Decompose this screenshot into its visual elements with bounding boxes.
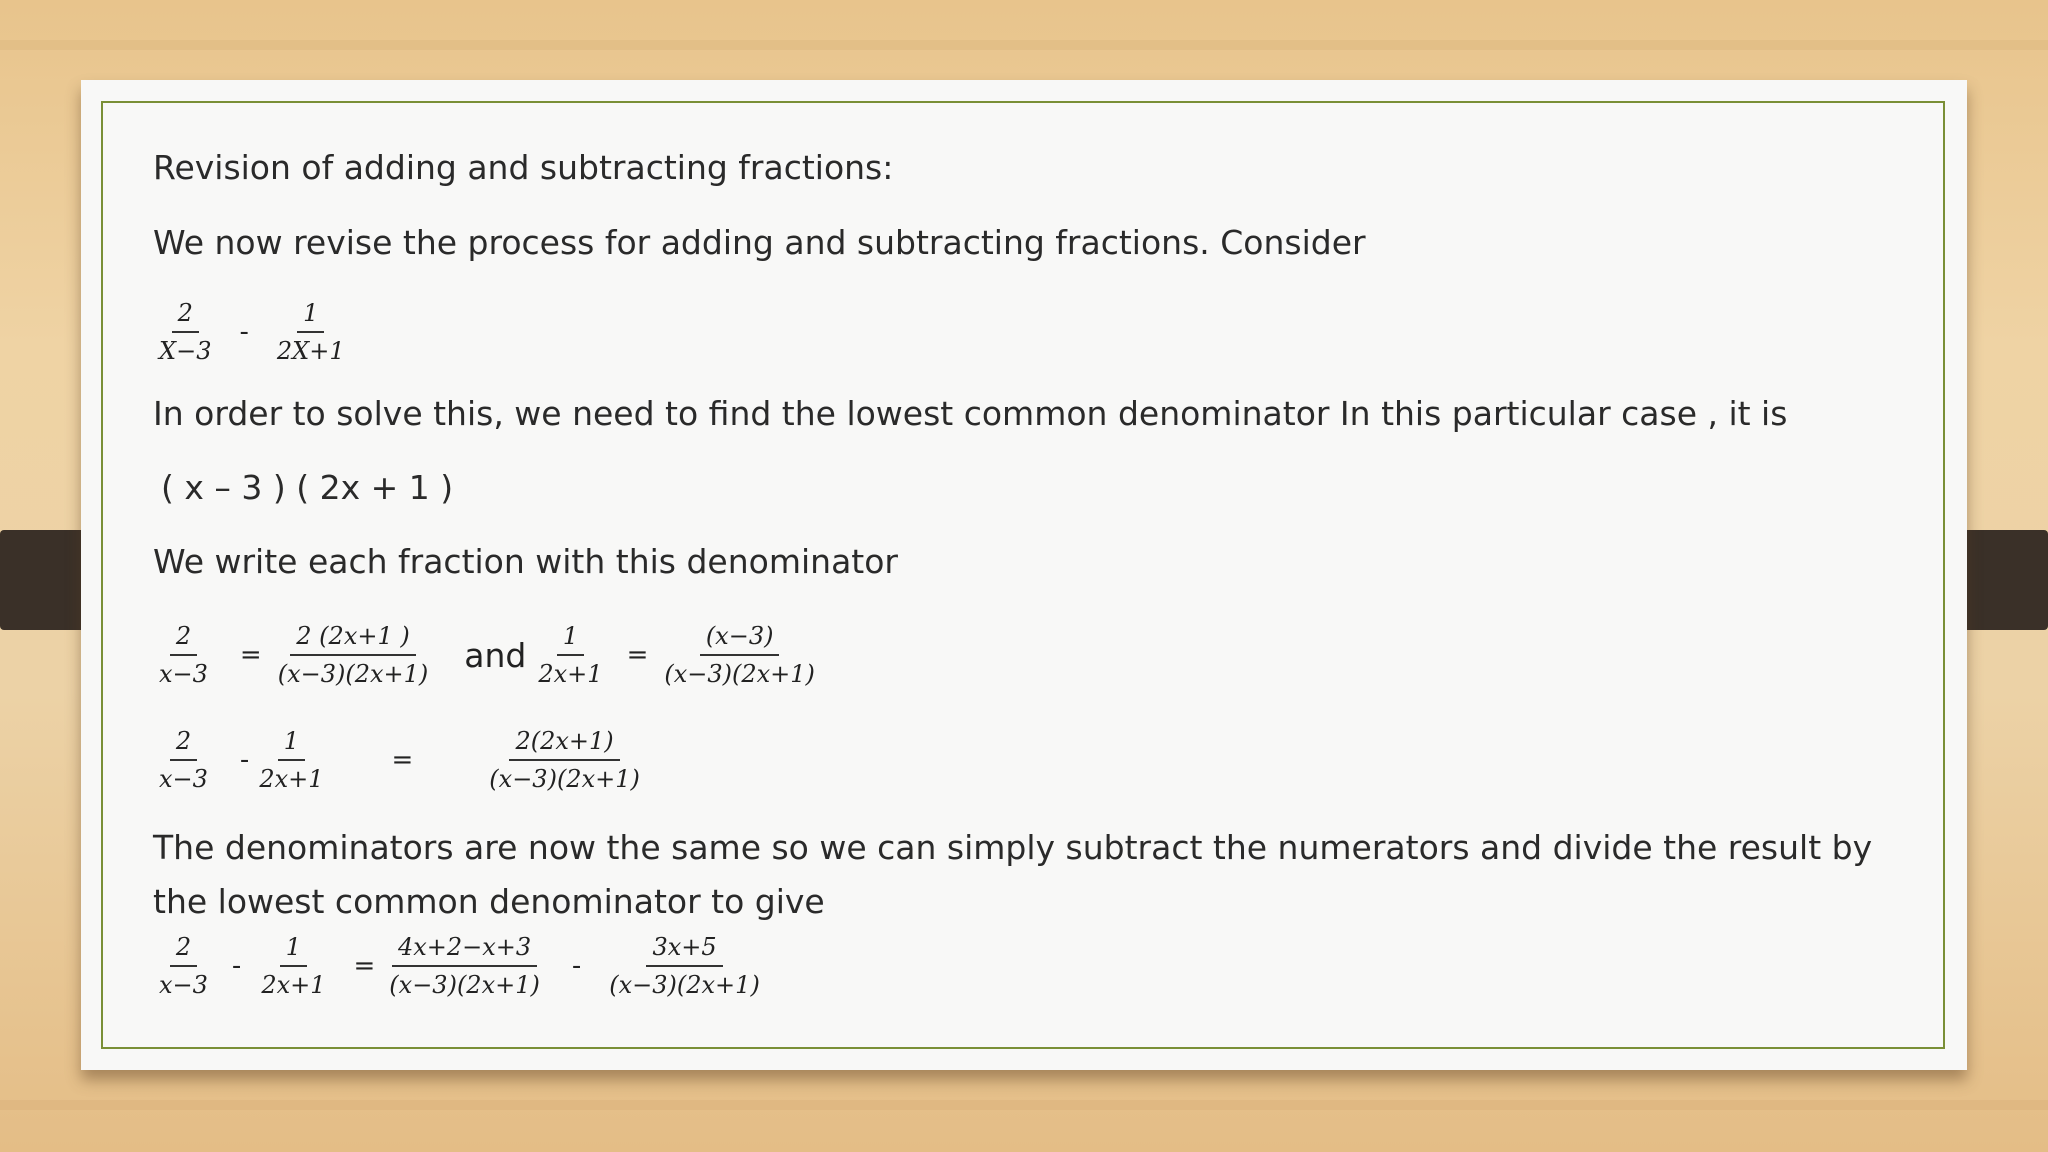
fraction bbox=[253, 726, 329, 794]
denominator: x−3 bbox=[159, 971, 208, 999]
denominator: (x−3)(2x+1) bbox=[609, 971, 760, 999]
fraction bbox=[603, 932, 766, 1000]
explain-text: The denominators are now the same so we can simply subtract the numerators and divide the result by the lowest common denominator to give bbox=[153, 828, 1873, 921]
numerator: 2(2x+1) bbox=[509, 726, 619, 761]
numerator: (x−3) bbox=[700, 621, 780, 656]
minus-sign: - bbox=[231, 951, 242, 981]
fraction bbox=[383, 932, 546, 1000]
numerator: 1 bbox=[557, 621, 584, 656]
fraction bbox=[255, 932, 331, 1000]
denominator: (x−3)(2x+1) bbox=[664, 660, 815, 688]
equals-sign: = bbox=[353, 951, 376, 981]
fraction bbox=[271, 298, 351, 366]
equals-sign: = bbox=[391, 745, 414, 775]
numerator: 2 bbox=[170, 621, 197, 656]
lcd-value: ( x – 3 ) ( 2x + 1 ) bbox=[161, 468, 454, 507]
fraction bbox=[272, 621, 435, 689]
denominator: (x−3)(2x+1) bbox=[389, 971, 540, 999]
intro-text: We now revise the process for adding and subtracting fractions. Consider bbox=[153, 223, 1366, 262]
numerator: 4x+2−x+3 bbox=[392, 932, 537, 967]
denominator: 2x+1 bbox=[261, 971, 326, 999]
minus-sign: - bbox=[571, 951, 582, 981]
equals-sign: = bbox=[626, 640, 649, 670]
fraction bbox=[153, 932, 214, 1000]
denominator: 2x+1 bbox=[538, 660, 603, 688]
denominator: 2X+1 bbox=[276, 337, 345, 365]
fraction bbox=[153, 298, 217, 366]
denominator: x−3 bbox=[159, 765, 208, 793]
numerator: 1 bbox=[297, 298, 324, 333]
step-2-expression bbox=[153, 726, 646, 794]
equals-sign: = bbox=[239, 640, 262, 670]
denominator: (x−3)(2x+1) bbox=[277, 660, 429, 688]
numerator: 2 bbox=[170, 932, 197, 967]
final-expression bbox=[153, 932, 766, 1000]
numerator: 2 (2x+1 ) bbox=[290, 621, 415, 656]
fraction bbox=[658, 621, 821, 689]
denominator: x−3 bbox=[159, 660, 208, 688]
rewrite-expression bbox=[153, 621, 821, 689]
fraction bbox=[153, 726, 214, 794]
minus-sign: - bbox=[239, 317, 249, 347]
rewrite-text: We write each fraction with this denominator bbox=[153, 542, 898, 581]
denominator: 2x+1 bbox=[259, 765, 324, 793]
numerator: 2 bbox=[172, 298, 199, 333]
expression-1 bbox=[153, 298, 351, 366]
minus-sign: - bbox=[239, 745, 250, 775]
slide-title: Revision of adding and subtracting fractions: bbox=[153, 148, 894, 187]
fraction bbox=[153, 621, 214, 689]
numerator: 2 bbox=[170, 726, 197, 761]
fraction bbox=[483, 726, 646, 794]
lcd-text: In order to solve this, we need to find the lowest common denominator In this particular case , it is bbox=[153, 394, 1788, 433]
fraction bbox=[532, 621, 608, 689]
numerator: 1 bbox=[278, 726, 305, 761]
and-word: and bbox=[464, 635, 527, 675]
denominator: X−3 bbox=[159, 337, 212, 365]
numerator: 3x+5 bbox=[646, 932, 722, 967]
numerator: 1 bbox=[280, 932, 307, 967]
denominator: (x−3)(2x+1) bbox=[489, 765, 640, 793]
